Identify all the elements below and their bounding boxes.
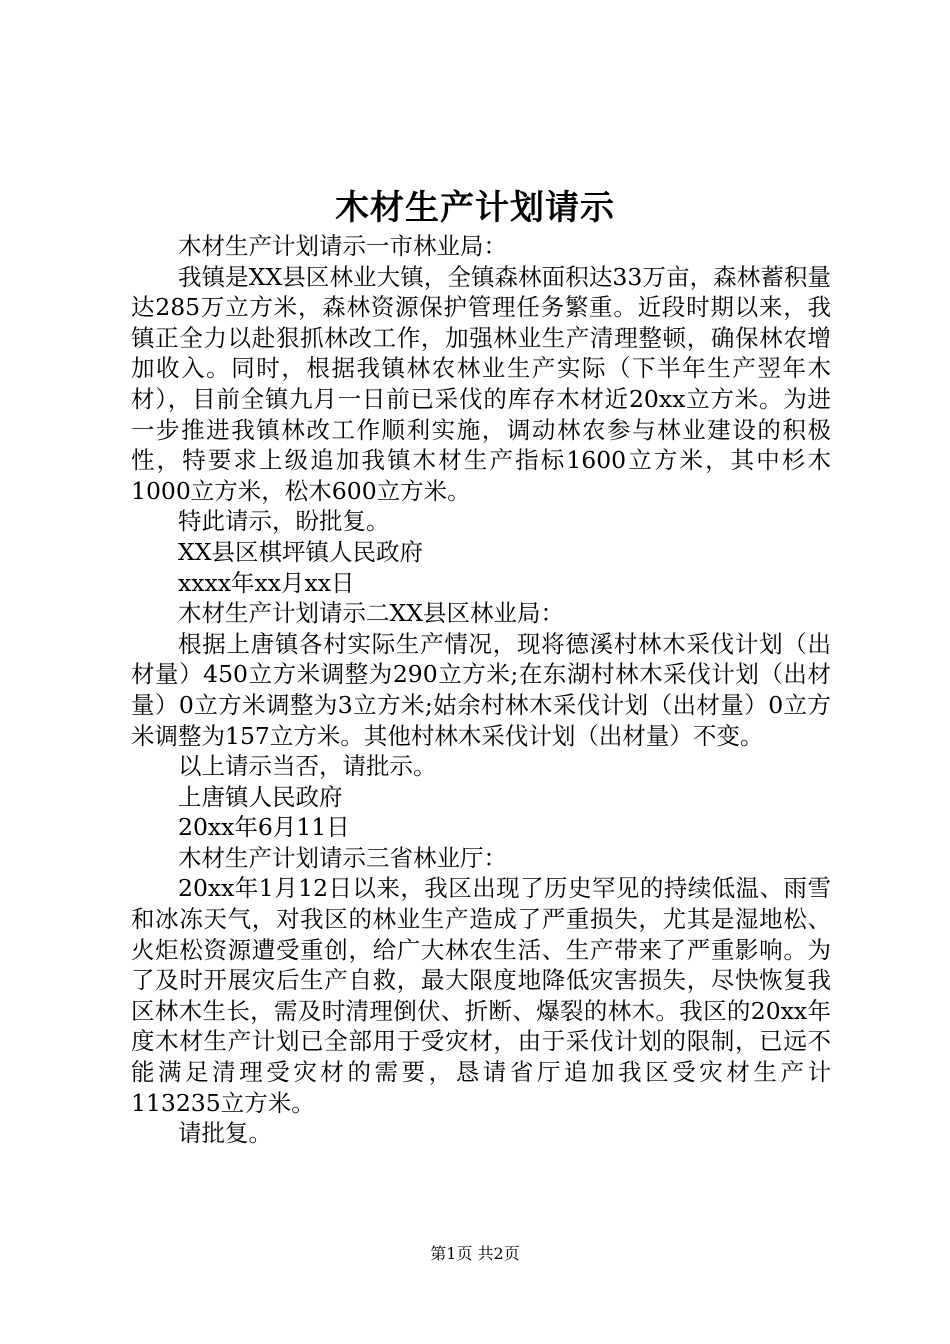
document-title: 木材生产计划请示	[335, 188, 615, 228]
page-number-footer: 第1页 共2页	[430, 1244, 520, 1263]
paragraph-request-2-closing: 以上请示当否，请批示。	[178, 752, 437, 781]
document-body	[131, 231, 831, 1149]
paragraph-request-1-date: xxxx年xx月xx日	[178, 568, 355, 597]
paragraph-request-1-closing: 特此请示，盼批复。	[178, 507, 390, 536]
paragraph-request-2-signature: 上唐镇人民政府	[178, 782, 343, 811]
paragraph-request-2-body: 根据上唐镇各村实际生产情况，现将德溪村林木采伐计划（出材量）450立方米调整为290立方米;在东湖村林木采伐计划（出材量）0立方米调整为3立方米;姑余村林木采伐计划（出材量）0立方米调整为157立方米。其他村林木采伐计划（出材量）不变。	[131, 629, 831, 750]
paragraph-request-2-date: 20xx年6月11日	[178, 813, 350, 842]
paragraph-request-2-heading: 木材生产计划请示二XX县区林业局：	[178, 599, 564, 628]
paragraph-request-1-heading: 木材生产计划请示一市林业局：	[178, 232, 507, 260]
paragraph-request-1-signature: XX县区棋坪镇人民政府	[178, 537, 423, 566]
paragraph-request-3-closing: 请批复。	[178, 1119, 272, 1148]
paragraph-request-1-body: 我镇是XX县区林业大镇，全镇森林面积达33万亩，森林蓄积量达285万立方米，森林资源保护管理任务繁重。近段时期以来，我镇正全力以赴狠抓林改工作，加强林业生产清理整顿，确保林农增加收入。同时，根据我镇林农林业生产实际（下半年生产翌年木材），目前全镇九月一日前已采伐的库存木材近20xx立方米。为进一步推进我镇林改工作顺利实施，调动林农参与林业建设的积极性，特要求上级追加我镇木材生产指标1600立方米，其中杉木1000立方米，松木600立方米。	[131, 262, 831, 505]
paragraph-request-3-body: 20xx年1月12日以来，我区出现了历史罕见的持续低温、雨雪和冰冻天气，对我区的林业生产造成了严重损失，尤其是湿地松、火炬松资源遭受重创，给广大林农生活、生产带来了严重影响。为了及时开展灾后生产自救，最大限度地降低灾害损失，尽快恢复我区林木生长，需及时清理倒伏、折断、爆裂的林木。我区的20xx年度木材生产计划已全部用于受灾材，由于采伐计划的限制，已远不能满足清理受灾材的需要，恳请省厅追加我区受灾材生产计113235立方米。	[131, 874, 831, 1117]
paragraph-request-3-heading: 木材生产计划请示三省林业厅：	[178, 843, 507, 872]
